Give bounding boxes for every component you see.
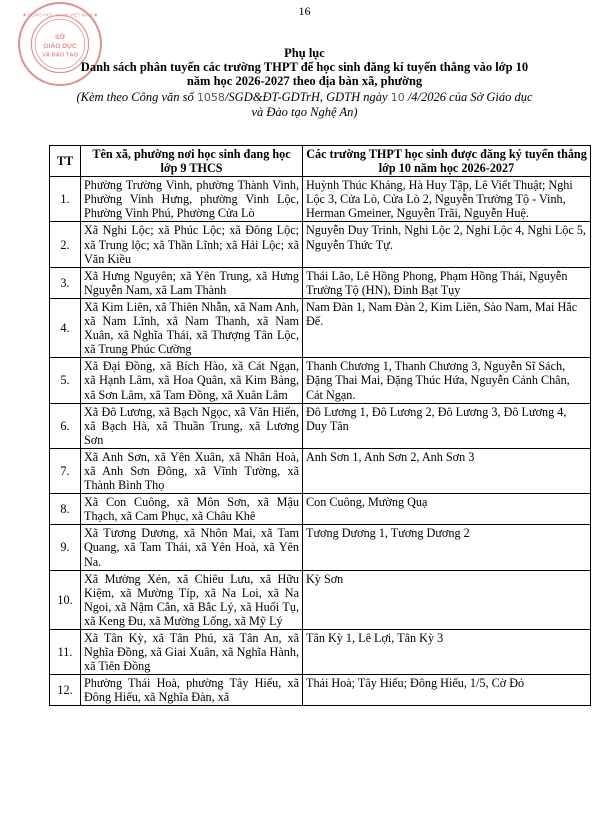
- row-number: 7.: [50, 448, 81, 493]
- row-wards: Xã Đại Đồng, xã Bích Hào, xã Cát Ngạn, xã Hạnh Lâm, xã Hoa Quân, xã Kim Bảng, xã Sơn Lâm, xã Tam Đồng, xã Xuân Lâm: [81, 358, 303, 403]
- list-title: Danh sách phân tuyến các trường THPT để học sinh đăng kí tuyển thẳng vào lớp 10: [80, 60, 529, 74]
- row-wards: Xã Đô Lương, xã Bạch Ngọc, xã Văn Hiến, xã Bạch Hà, xã Thuần Trung, xã Lương Sơn: [81, 403, 303, 448]
- table-row: [50, 177, 591, 222]
- row-wards: Xã Nghi Lộc; xã Phúc Lộc; xã Đông Lộc; xã Trung lộc; xã Thần Lĩnh; xã Hải Lộc; xã Văn Kiều: [81, 222, 303, 267]
- header-schools: Các trường THPT học sinh được đăng ký tuyển thẳng lớp 10 năm học 2026-2027: [303, 146, 591, 177]
- svg-text:SỞ: SỞ: [54, 34, 66, 42]
- header-tt: TT: [50, 146, 81, 177]
- svg-text:GIÁO DỤC: GIÁO DỤC: [43, 42, 77, 50]
- row-wards: Xã Kim Liên, xã Thiên Nhẫn, xã Nam Anh, xã Nam Lĩnh, xã Nam Thanh, xã Nam Xuân, xã Nghĩa Thái, xã Thượng Tân Lộc, xã Trung Phúc Cường: [81, 298, 303, 357]
- table-header-row: [50, 146, 591, 177]
- row-wards: Phường Trường Vinh, phường Thành Vinh, Phường Vinh Hưng, phường Vinh Lộc, Phường Vinh Phú, Phường Cửa Lò: [81, 177, 303, 222]
- row-schools: Kỳ Sơn: [303, 570, 591, 629]
- row-wards: Xã Tân Kỳ, xã Tân Phú, xã Tân An, xã Nghĩa Đồng, xã Giai Xuân, xã Nghĩa Hành, xã Tiên Đồng: [81, 630, 303, 675]
- row-schools: Tân Kỳ 1, Lê Lợi, Tân Kỳ 3: [303, 630, 591, 675]
- row-number: 11.: [50, 630, 81, 675]
- doc-day: 10: [390, 91, 405, 104]
- row-wards: Xã Con Cuông, xã Môn Sơn, xã Mậu Thạch, xã Cam Phục, xã Châu Khê: [81, 494, 303, 525]
- row-schools: Huỳnh Thúc Kháng, Hà Huy Tập, Lê Viết Thuật; Nghi Lộc 3, Cửa Lò, Cửa Lò 2, Nguyễn Trường Tộ - Vinh, Herman Gmeiner, Nguyễn Trãi, Nguyễn Huệ.: [303, 177, 591, 222]
- row-schools: Thái Hoà; Tây Hiếu; Đông Hiếu, 1/5, Cờ Đỏ: [303, 675, 591, 706]
- row-wards: Xã Mường Xén, xã Chiêu Lưu, xã Hữu Kiệm, xã Mường Típ, xã Na Loi, xã Na Ngoi, xã Nậm Cắn, xã Bắc Lý, xã Huổi Tụ, xã Keng Đu, xã Mường Lống, xã Mỹ Lý: [81, 570, 303, 629]
- table-row: [50, 494, 591, 525]
- row-number: 6.: [50, 403, 81, 448]
- row-schools: Nam Đàn 1, Nam Đàn 2, Kim Liên, Sào Nam, Mai Hắc Đế.: [303, 298, 591, 357]
- row-number: 2.: [50, 222, 81, 267]
- document-heading: [0, 46, 609, 120]
- row-number: 10.: [50, 570, 81, 629]
- row-wards: Xã Tương Dương, xã Nhôn Mai, xã Tam Quang, xã Tam Thái, xã Yên Hoà, xã Yên Na.: [81, 525, 303, 570]
- row-wards: Phường Thái Hoà, phường Tây Hiếu, xã Đông Hiếu, xã Nghĩa Đàn, xã: [81, 675, 303, 706]
- school-allocation-table: [49, 145, 591, 706]
- row-schools: Thái Lão, Lê Hồng Phong, Phạm Hồng Thái, Nguyễn Trường Tộ (HN), Đinh Bạt Tụy: [303, 267, 591, 298]
- row-number: 1.: [50, 177, 81, 222]
- header-wards: Tên xã, phường nơi học sinh đang học lớp 9 THCS: [81, 146, 303, 177]
- reference-suffix: /4/2026 của Sở Giáo dục: [407, 90, 533, 104]
- table-row: [50, 222, 591, 267]
- table-row: [50, 267, 591, 298]
- row-number: 5.: [50, 358, 81, 403]
- table-row: [50, 630, 591, 675]
- row-schools: Tương Dương 1, Tương Dương 2: [303, 525, 591, 570]
- reference-line: [0, 90, 609, 105]
- reference-mid: /SGD&ĐT-GDTrH, GDTH ngày: [224, 90, 388, 104]
- reference-line-2: và Đào tạo Nghệ An): [251, 105, 358, 119]
- row-number: 12.: [50, 675, 81, 706]
- row-schools: Con Cuông, Mường Quạ: [303, 494, 591, 525]
- row-schools: Thanh Chương 1, Thanh Chương 3, Nguyễn Sĩ Sách, Đặng Thai Mai, Đặng Thúc Hứa, Nguyễn Cảnh Chân, Cát Ngạn.: [303, 358, 591, 403]
- row-wards: Xã Hưng Nguyên; xã Yên Trung, xã Hưng Nguyễn Nam, xã Lam Thành: [81, 267, 303, 298]
- table-row: [50, 570, 591, 629]
- row-schools: Nguyễn Duy Trinh, Nghi Lộc 2, Nghi Lộc 4, Nghi Lộc 5, Nguyễn Thức Tự.: [303, 222, 591, 267]
- table-row: [50, 525, 591, 570]
- row-wards: Xã Anh Sơn, xã Yên Xuân, xã Nhân Hoà, xã Anh Sơn Đông, xã Vĩnh Tường, xã Thành Bình Thọ: [81, 448, 303, 493]
- row-schools: Anh Sơn 1, Anh Sơn 2, Anh Sơn 3: [303, 448, 591, 493]
- doc-number: 1058: [196, 91, 225, 104]
- row-number: 9.: [50, 525, 81, 570]
- row-schools: Đô Lương 1, Đô Lương 2, Đô Lương 3, Đô Lương 4, Duy Tân: [303, 403, 591, 448]
- table-row: [50, 358, 591, 403]
- table-row: [50, 403, 591, 448]
- list-subtitle: năm học 2026-2027 theo địa bàn xã, phường: [186, 74, 423, 88]
- table-row: [50, 448, 591, 493]
- reference-prefix: (Kèm theo Công văn số: [76, 90, 194, 104]
- svg-text:★ CỘNG HOÀ XHCN VIỆT NAM ★: ★ CỘNG HOÀ XHCN VIỆT NAM ★: [22, 13, 98, 19]
- row-number: 8.: [50, 494, 81, 525]
- row-number: 4.: [50, 298, 81, 357]
- page-number: 16: [298, 4, 311, 18]
- table-row: [50, 298, 591, 357]
- table-row: [50, 675, 591, 706]
- appendix-title: Phụ lục: [284, 46, 325, 60]
- row-number: 3.: [50, 267, 81, 298]
- svg-text:VÀ ĐÀO TẠO: VÀ ĐÀO TẠO: [42, 52, 78, 59]
